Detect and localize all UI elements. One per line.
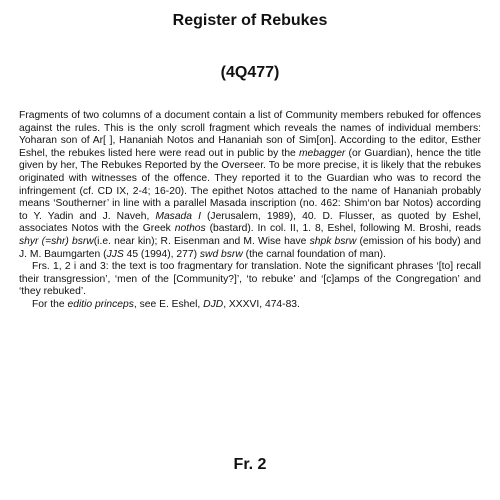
edition-text-run: , XXXVI, 474-83.: [223, 298, 300, 310]
intro-text-run: (i.e. near kin); R. Eisenman and M. Wise have: [93, 235, 310, 247]
edition-text-run: For the: [32, 298, 68, 310]
intro-text-run: (or Guardian), hence the title given by her, The Rebukes Reported by the Overseer. To be more precise, it is likely that the rebukes originated with witnesses of the offence. They reported it to the Guardian who was to record the infringement (cf. CD IX, 2-4; 16-20). The epithet Notos attached to the name of Hananiah probably means ‘Southerner’ in line with a parallel Masada inscription (no. 462: Shim‘on bar Notos) according to Y. Yadin and J. Naveh,: [19, 147, 481, 222]
intro-paragraph: [19, 110, 481, 261]
note-paragraph: [19, 261, 481, 299]
intro-text-run: Fragments of two columns of a document contain a list of Community members rebuked for offences against the rules. This is the only scroll fragment which reveals the names of individual members: Yoharan son of Ar[ ], Hananiah Notos and Hananiah son of Sim[on]. According to the editor, Esther Eshel, the rebukes listed here were read out in public by the: [19, 110, 481, 159]
intro-text-run: Masada I: [155, 210, 201, 222]
intro-text-run: (bastard). In col. II, 1. 8, Eshel, following M. Broshi, reads: [205, 223, 481, 235]
document-body: [19, 110, 481, 312]
edition-text-run: DJD: [203, 298, 224, 310]
intro-text-run: nothos: [174, 223, 206, 235]
intro-text-run: shpk bsrw: [309, 235, 357, 247]
intro-text-run: (emission of his body) and J. M. Baumgarten (: [19, 235, 481, 260]
intro-text-run: (Jerusalem, 1989), 40. D. Flusser, as quoted by Eshel, associates Notos with the Greek: [19, 210, 481, 235]
fragment-heading: Fr. 2: [233, 456, 267, 473]
edition-text-run: editio princeps: [67, 298, 134, 310]
intro-text-run: shyr (=shr) bsrw: [19, 235, 94, 247]
note-text-run: Frs. 1, 2 i and 3: the text is too fragmentary for translation. Note the significant phrases ‘[to] recall their transgression’, ‘men of the [Community?]’, ‘to rebuke’ and ‘[c]amps of the Congregation’ and ‘they rebuked’.: [19, 261, 481, 298]
intro-text-run: (the carnal foundation of man).: [242, 248, 386, 260]
intro-text-run: mebagger: [298, 147, 346, 159]
document-reference: (4Q477): [220, 64, 280, 81]
intro-text-run: 45 (1994), 277): [123, 248, 200, 260]
document-title: Register of Rebukes: [172, 12, 328, 29]
edition-text-run: , see E. Eshel,: [133, 298, 204, 310]
edition-paragraph: [19, 299, 481, 312]
intro-text-run: swd bsrw: [199, 248, 243, 260]
intro-text-run: JJS: [106, 248, 124, 260]
